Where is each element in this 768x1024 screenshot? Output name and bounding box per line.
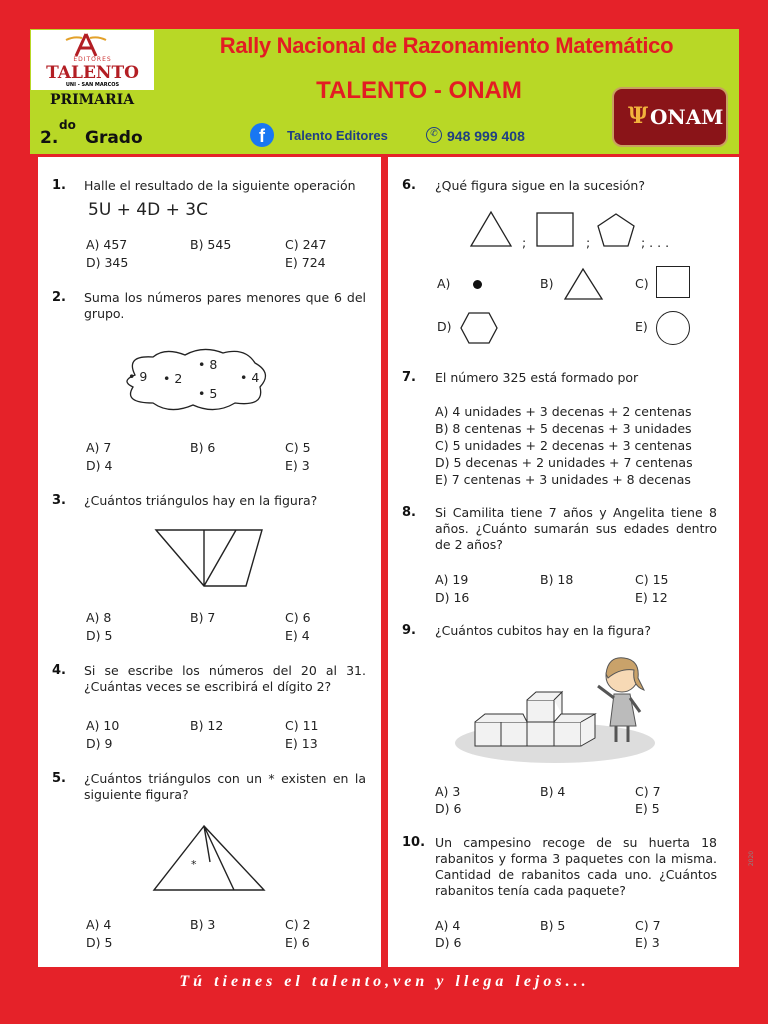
main-title: Rally Nacional de Razonamiento Matemático [219,33,674,58]
q10-number: 10. [402,835,426,850]
onam-text: ONAM [650,105,724,129]
q4-option-c[interactable]: C) 11 [285,718,319,733]
q2-option-b[interactable]: B) 6 [190,440,216,455]
q4-option-b[interactable]: B) 12 [190,718,224,733]
q10-option-c[interactable]: C) 7 [635,918,661,933]
q10-option-e[interactable]: E) 3 [635,935,660,950]
q6-number: 6. [402,178,416,193]
triangles-figure [150,526,270,590]
q7-option-c[interactable]: C) 5 unidades + 2 decenas + 3 centenas [435,438,692,453]
seq-ellipsis: ; . . . [641,235,670,250]
q8-option-b[interactable]: B) 18 [540,572,574,587]
q4-option-d[interactable]: D) 9 [86,736,113,751]
q2-option-c[interactable]: C) 5 [285,440,311,455]
q3-option-b[interactable]: B) 7 [190,610,216,625]
grade-number: 2. [40,128,59,148]
square-shape [656,266,690,298]
q1-number: 1. [52,178,66,193]
q1-option-e[interactable]: E) 724 [285,255,326,270]
level-label: PRIMARIA [49,92,135,108]
q7-option-b[interactable]: B) 8 centenas + 5 decenas + 3 unidades [435,421,692,436]
cloud-number-4: • 4 [240,370,260,385]
q6-option-a[interactable]: A) [437,276,451,291]
q6-option-d[interactable]: D) [437,319,452,334]
star-mark: * [191,858,197,871]
q1-text: Halle el resultado de la siguiente operación [84,178,356,193]
q9-option-b[interactable]: B) 4 [540,784,566,799]
q5-number: 5. [52,771,66,786]
side-code: 2020 [748,850,756,867]
q10-option-d[interactable]: D) 6 [435,935,462,950]
q2-text: Suma los números pares menores que 6 del grupo. [84,290,366,321]
cubes-figure [450,650,680,770]
q5-option-d[interactable]: D) 5 [86,935,113,950]
q9-number: 9. [402,623,416,638]
q2-number: 2. [52,290,66,305]
q10-option-a[interactable]: A) 4 [435,918,461,933]
triangle-shape [562,266,606,302]
q4-option-e[interactable]: E) 13 [285,736,318,751]
q1-option-d[interactable]: D) 345 [86,255,129,270]
cloud-number-5: • 5 [198,386,218,401]
logo-editores-text: EDITORES [73,56,112,63]
q2-option-d[interactable]: D) 4 [86,458,113,473]
seq-separator-2: ; [586,235,591,250]
q9-text: ¿Cuántos cubitos hay en la figura? [435,623,651,638]
q3-option-c[interactable]: C) 6 [285,610,311,625]
q5-option-e[interactable]: E) 6 [285,935,310,950]
dot-shape [473,280,482,289]
q6-option-e[interactable]: E) [635,319,648,334]
q7-option-a[interactable]: A) 4 unidades + 3 decenas + 2 centenas [435,404,692,419]
cloud-number-8: • 8 [198,357,218,372]
q4-option-a[interactable]: A) 10 [86,718,120,733]
q3-option-d[interactable]: D) 5 [86,628,113,643]
phone-icon: ✆ [426,127,442,143]
q6-option-c[interactable]: C) [635,276,649,291]
grade-word: Grado [85,128,143,148]
logo-sub-text: UNI - SAN MARCOS [65,82,120,88]
onam-logo [612,87,728,147]
grade-suffix: do [59,118,76,132]
q5-option-c[interactable]: C) 2 [285,917,311,932]
q10-option-b[interactable]: B) 5 [540,918,566,933]
facebook-label: Talento Editores [287,128,388,143]
grade-label [37,118,152,152]
q6-text: ¿Qué figura sigue en la sucesión? [435,178,645,193]
q5-option-a[interactable]: A) 4 [86,917,112,932]
q3-option-a[interactable]: A) 8 [86,610,112,625]
q5-text: ¿Cuántos triángulos con un * existen en la siguiente figura? [84,771,366,802]
q7-option-e[interactable]: E) 7 centenas + 3 unidades + 8 decenas [435,472,691,487]
q9-option-c[interactable]: C) 7 [635,784,661,799]
q7-number: 7. [402,370,416,385]
phone-number: 948 999 408 [447,128,525,144]
logo-a-icon [64,32,108,58]
q7-option-d[interactable]: D) 5 decenas + 2 unidades + 7 centenas [435,455,693,470]
q8-option-e[interactable]: E) 12 [635,590,668,605]
sub-title: TALENTO - ONAM [316,77,522,104]
q1-option-b[interactable]: B) 545 [190,237,232,252]
torch-icon: Ψ [628,103,649,129]
q2-option-e[interactable]: E) 3 [285,458,310,473]
cloud-number-2: • 2 [163,371,183,386]
q3-text: ¿Cuántos triángulos hay en la figura? [84,493,318,508]
q8-option-a[interactable]: A) 19 [435,572,469,587]
logo-name-text: TALENTO [46,63,139,83]
q1-expression: 5U + 4D + 3C [88,200,208,220]
seq-separator-1: ; [522,235,527,250]
cloud-number-9: • 9 [128,369,148,384]
q1-option-c[interactable]: C) 247 [285,237,327,252]
facebook-icon: f [250,123,274,147]
q7-text: El número 325 está formado por [435,370,639,385]
footer-slogan: Tú tienes el talento,ven y llega lejos... [179,973,590,990]
hexagon-shape [459,311,499,345]
q8-number: 8. [402,505,416,520]
q1-option-a[interactable]: A) 457 [86,237,128,252]
q5-option-b[interactable]: B) 3 [190,917,216,932]
q4-number: 4. [52,663,66,678]
star-triangle-figure [150,822,270,894]
q10-text: Un campesino recoge de su huerta 18 rabanitos y forma 3 paquetes con la misma. Cantidad de rabanitos cada uno. ¿Cuántos rabanitos tenía cada paquete? [435,835,717,898]
q8-option-d[interactable]: D) 16 [435,590,470,605]
q8-option-c[interactable]: C) 15 [635,572,669,587]
q2-option-a[interactable]: A) 7 [86,440,112,455]
q3-number: 3. [52,493,66,508]
q8-text: Si Camilita tiene 7 años y Angelita tiene 8 años. ¿Cuánto sumarán sus edades dentro de 2 años? [435,505,717,552]
q4-text: Si se escribe los números del 20 al 31. ¿Cuántas veces se escribirá el dígito 2? [84,663,366,694]
q6-option-b[interactable]: B) [540,276,554,291]
q9-option-e[interactable]: E) 5 [635,801,660,816]
q9-option-a[interactable]: A) 3 [435,784,461,799]
circle-shape [656,311,690,345]
q9-option-d[interactable]: D) 6 [435,801,462,816]
q3-option-e[interactable]: E) 4 [285,628,310,643]
